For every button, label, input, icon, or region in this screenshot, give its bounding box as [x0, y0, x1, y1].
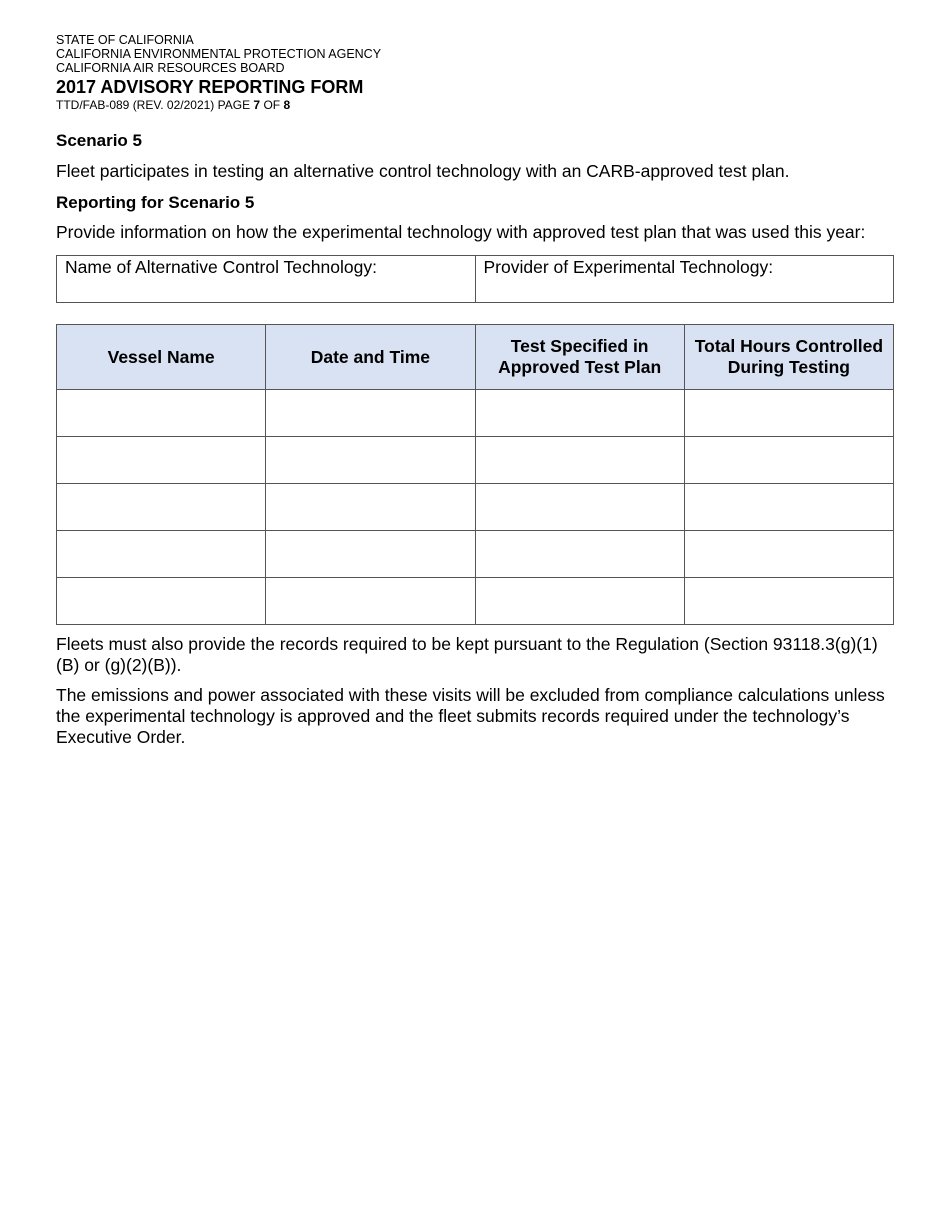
total-hours-cell[interactable] [684, 390, 893, 437]
test-specified-cell[interactable] [475, 390, 684, 437]
table-row [57, 390, 894, 437]
date-time-cell[interactable] [266, 484, 475, 531]
table-row [57, 531, 894, 578]
date-time-cell[interactable] [266, 437, 475, 484]
column-header-vessel-name: Vessel Name [57, 325, 266, 390]
column-header-total-hours: Total Hours Controlled During Testing [684, 325, 893, 390]
vessel-name-cell[interactable] [57, 531, 266, 578]
total-hours-cell[interactable] [684, 578, 893, 625]
testing-table-body [57, 390, 894, 625]
date-time-cell[interactable] [266, 531, 475, 578]
column-header-date-time: Date and Time [266, 325, 475, 390]
vessel-name-cell[interactable] [57, 390, 266, 437]
technology-name-field[interactable] [57, 256, 476, 303]
column-header-test-specified: Test Specified in Approved Test Plan [475, 325, 684, 390]
total-hours-cell[interactable] [684, 484, 893, 531]
form-code-prefix: TTD/FAB-089 (REV. 02/2021) PAGE [56, 98, 254, 112]
agency-line-state: STATE OF CALIFORNIA [56, 33, 194, 47]
scenario-heading: Scenario 5 [56, 131, 142, 150]
test-specified-cell[interactable] [475, 531, 684, 578]
form-code [56, 98, 894, 112]
form-header [56, 33, 894, 112]
page-of: OF [260, 98, 284, 112]
reporting-heading: Reporting for Scenario 5 [56, 193, 255, 212]
total-hours-cell[interactable] [684, 437, 893, 484]
testing-table-header-row [57, 325, 894, 390]
technology-provider-field[interactable] [475, 256, 894, 303]
date-time-cell[interactable] [266, 578, 475, 625]
form-title: 2017 ADVISORY REPORTING FORM [56, 77, 364, 97]
reporting-instruction: Provide information on how the experimental technology with approved test plan that was used this year: [56, 222, 866, 242]
technology-info-table [56, 255, 894, 303]
vessel-name-cell[interactable] [57, 578, 266, 625]
agency-line-calepa: CALIFORNIA ENVIRONMENTAL PROTECTION AGENCY [56, 47, 382, 61]
table-row [57, 437, 894, 484]
technology-name-label: Name of Alternative Control Technology: [65, 257, 377, 277]
technology-provider-label: Provider of Experimental Technology: [483, 257, 774, 277]
vessel-name-cell[interactable] [57, 484, 266, 531]
records-note: Fleets must also provide the records required to be kept pursuant to the Regulation (Section 93118.3(g)(1)(B) or (g)(2)(B)). [56, 634, 878, 675]
form-page [56, 33, 894, 748]
emissions-note: The emissions and power associated with these visits will be excluded from compliance calculations unless the experimental technology is approved and the fleet submits records required under the technology’s Executive Order. [56, 685, 885, 747]
test-specified-cell[interactable] [475, 437, 684, 484]
testing-table [56, 324, 894, 625]
scenario-description: Fleet participates in testing an alternative control technology with an CARB-approved test plan. [56, 161, 790, 181]
page-current: 7 [253, 98, 261, 112]
test-specified-cell[interactable] [475, 578, 684, 625]
agency-line-carb: CALIFORNIA AIR RESOURCES BOARD [56, 61, 285, 75]
table-row [57, 484, 894, 531]
table-row [57, 578, 894, 625]
test-specified-cell[interactable] [475, 484, 684, 531]
total-hours-cell[interactable] [684, 531, 893, 578]
vessel-name-cell[interactable] [57, 437, 266, 484]
page-total: 8 [283, 98, 291, 112]
date-time-cell[interactable] [266, 390, 475, 437]
